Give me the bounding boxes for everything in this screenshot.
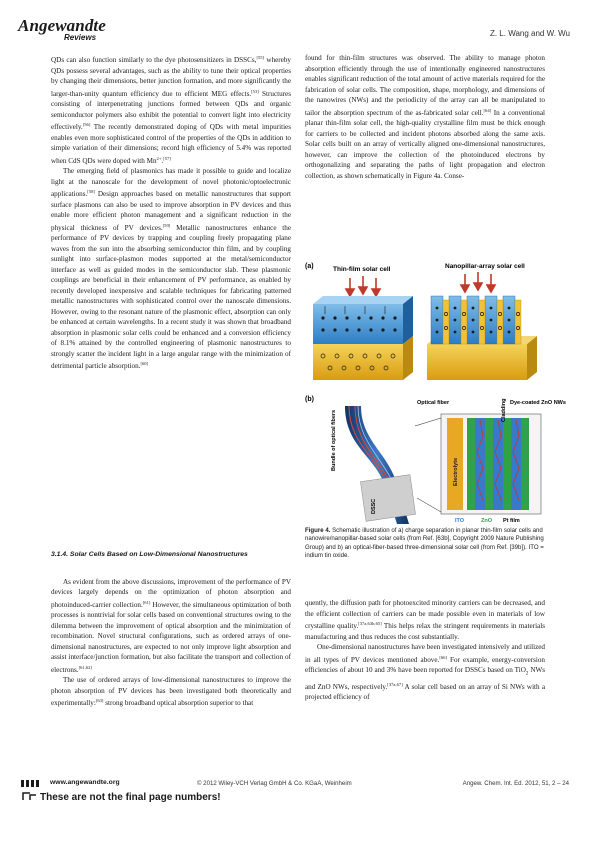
- figure-4-graphic: [305, 256, 566, 524]
- caption-text: Schematic illustration of a) charge separation in planar thin-film solar cells and nanowire/nanopillar-based solar cells (from Ref. [63b], Copyright 2009 Nature Publishing Group) and b) an optical-fiber-based three-dimensional solar cell (from Ref. [39b]). ITO = indium tin oxide.: [305, 527, 544, 559]
- section-heading: [51, 550, 291, 561]
- arrow-corner-icon: [21, 790, 39, 802]
- footer-citation: Angew. Chem. Int. Ed. 2012, 51, 2 – 24: [462, 780, 569, 787]
- label-dye-coated: Dye-coated ZnO NWs: [510, 400, 566, 406]
- fiber-detail-panel: [441, 414, 541, 514]
- panel-a-left-title: Thin-film solar cell: [333, 266, 391, 273]
- panel-a-right-title: Nanopillar-array solar cell: [445, 263, 525, 270]
- paragraph: The emerging field of plasmonics has made it possible to guide and localize light at the nanoscale for the development of novel photonic/optoelectronic applications.[58] Design approaches based on metallic nanostructures that support surface plasmons can also be used to improve absorption in PV devices and thus enable more efficient photon management and a significant reduction in the physical thickness of PV devices.[59] Metallic nanostructures enhance the performance of PV devices by trapping and coupling freely propagating plane waves from the sun into the absorbing semiconductor thin film, and by coupling sunlight into surface-plasmon modes supported at the metal/semiconductor interface as well as guided modes in the semiconductor slab. These plasmonic couplings are beneficial in their enhancement of PV performance, as enabled by recently developed inexpensive and scalable techniques for fabricating patterned metallic nanostructures with sophisticated control over the nanoscale dimensions. However, owing to the resonant nature of the plasmonic effect, absorption can only be enhanced at certain wavelengths. In a recent study it was shown that broadband absorption in plasmonic solar cells could be enhanced and a conversion efficiency of 8.1% attained by the controlled engineering of plasmonic nanostructures to strongly scatter the incident light in a large angular range with the minimization of detrimental particle absorption.[60]: [51, 167, 291, 370]
- paragraph: QDs can also function similarly to the dye photosensitizers in DSSCs,[55] whereby QDs possess several advantages, such as the ability to tune their optical properties by changing their dimensions, better junction formation, and more significantly the larger-than-unity quantum efficiency due to efficient MEG effects.[53] Structures consisting of interpenetrating junctions formed between QDs and organic semiconductor polymers also exhibit the potential to convert light into electricity effectively.[56] The recently demonstrated doping of QDs with metal impurities enables even more sophisticated control of the properties of the QDs in addition to simple variation of their dimensions; record high efficiency of 5.4% was reported when CdS QDs were doped with $Mn^{2+}.[57]$: [51, 55, 291, 165]
- footer-copyright: © 2012 Wiley-VCH Verlag GmbH & Co. KGaA, Weinheim: [197, 780, 352, 787]
- section-number: 3.1.4.: [51, 551, 69, 558]
- paragraph: As evident from the above discussions, improvement of the performance of PV devices largely depends on the optimization of photon absorption and photoinduced-carrier collection.[61] However, the simultaneous optimization of both processes is nontrivial for solar cells based on conventional structures owing to the dilemma between the improvement of optical absorption and the minimization of recombination. Novel structural configurations, such as ordered arrays of one-dimensional nanostructures, are expected to not only improve light absorption and assist interface/junction formation, but also facilitate the transport and collection of electrons.[61,62]: [51, 577, 291, 674]
- footer-website-link[interactable]: www.angewandte.org: [50, 779, 120, 786]
- label-dssc: DSSC: [371, 498, 377, 514]
- caption-label: Figure 4.: [305, 527, 331, 534]
- label-optical-fiber: Optical fiber: [417, 400, 450, 406]
- panel-a-label: (a): [305, 263, 314, 270]
- nanopillar-cell-diagram: [427, 296, 537, 380]
- panel-b-label: (b): [305, 396, 314, 403]
- paragraph: One-dimensional nanostructures have been investigated intensively and utilized in all types of PV devices mentioned above.[66] For example, energy-conversion efficiencies of about 10 and 3% have been reported for DSSCs based on TiO$_2$ NWs and ZnO NWs, respectively.[37a,67] A solar cell based on an array of Si NWs with a projected efficiency of: [305, 643, 545, 702]
- paragraph: found for thin-film structures was observed. The ability to manage photon absorption efficiently through the use of intentionally engineered nanostructures enables significant reduction of the total amount of active materials required for the fabrication of solar cells. The composition, shape, morphology, and dimensions of the nanowires (NWs) and the periodicity of the array can all be manipulated to tailor the absorption spectrum of the as-fabricated solar cell.[64] In a conventional planar thin-film solar cell, the high-quality crystalline film must be thick enough for carriers to be collected and incident photons absorbed along the same axis. Solar cells built on an array of vertically aligned one-dimensional nanostructures, however, can improve the collection of the photoinduced electrons by orthogonalizing and separating the paths of light propagation and electron collection, as shown schematically in Figure 4a. Conse-: [305, 54, 546, 180]
- label-pt-film: Pt film: [503, 518, 520, 524]
- page-marker-bars-icon: [21, 780, 43, 788]
- figure-4: [305, 256, 566, 524]
- right-column-continued: [305, 598, 545, 703]
- journal-logo: Angewandte: [18, 16, 106, 35]
- label-ito: ITO: [455, 518, 465, 524]
- paragraph: The use of ordered arrays of low-dimensional nanostructures to improve the photon absorption of PV devices has been investigated both theoretically and experimentally:[63] strong broadband optical absorption superior to that: [51, 676, 291, 707]
- label-electrolyte: Electrolyte: [453, 457, 459, 486]
- label-zno: ZnO: [481, 518, 492, 524]
- left-column-body: [51, 53, 291, 372]
- dssc-block: [360, 475, 415, 522]
- right-column-body: [305, 53, 545, 181]
- incident-light-arrows: [346, 272, 495, 296]
- label-cladding: Cladding: [501, 398, 507, 422]
- thin-film-cell-diagram: [313, 296, 413, 380]
- figure-caption: [305, 527, 545, 560]
- running-head-authors: Z. L. Wang and W. Wu: [489, 29, 570, 38]
- paragraph: quently, the diffusion path for photoexcited minority carriers can be decreased, and the efficient collection of carriers can be made possible even in materials of low crystalline quality.[37a,63b,65] This helps relax the stringent requirements in materials manufacturing and thus reduces the cost substantially.: [305, 599, 545, 641]
- journal-logo-sub: Reviews: [64, 33, 97, 42]
- section-title: Solar Cells Based on Low-Dimensional Nanostructures: [69, 551, 248, 558]
- footer-note: These are not the final page numbers!: [40, 792, 221, 803]
- left-column-section: [51, 550, 291, 709]
- label-bundle: Bundle of optical fibers: [331, 409, 337, 471]
